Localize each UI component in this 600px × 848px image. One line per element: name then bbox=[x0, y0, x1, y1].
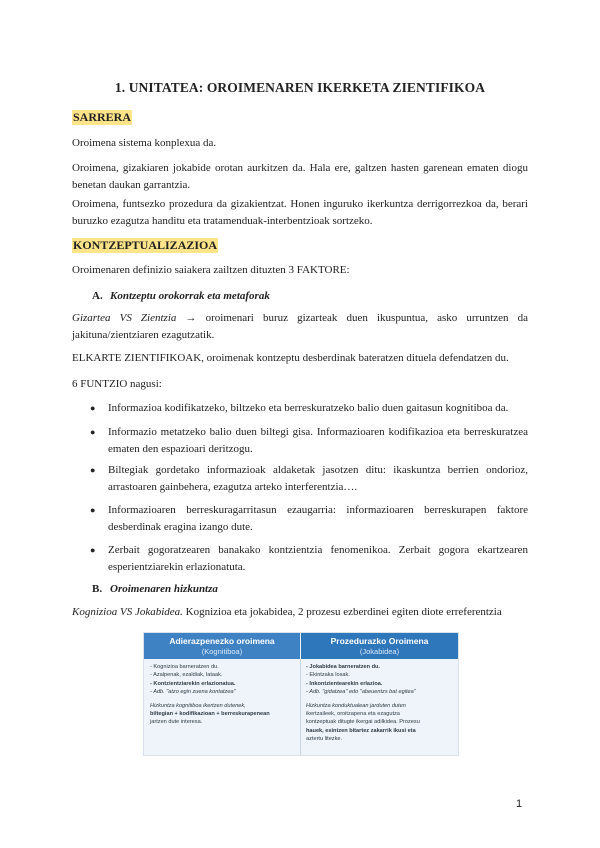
figure-item: - Ekintzaka losak. bbox=[306, 672, 350, 679]
figure-item: - Kontzientziarekin erlazionatua. bbox=[150, 680, 236, 687]
bullet-icon: ● bbox=[90, 403, 96, 413]
figure-note: Hizkuntza konduktualean jarduten duten bbox=[306, 702, 406, 709]
list-item bbox=[90, 502, 528, 536]
figure-header-left bbox=[144, 633, 300, 659]
subsection-letter: A. bbox=[92, 290, 103, 302]
list-item-text: Zerbait gogoratzearen banakako kontzientzia fenomenikoa. Zerbait gogora ekartzearen esperientziarekin erlazionatuta. bbox=[108, 544, 528, 573]
paragraph: Oroimena, gizakiaren jokabide orotan aurkitzen da. Hala ere, galtzen hasten garenean ematen diogu benetan daukan garrantzia. bbox=[72, 162, 528, 191]
paragraph: Oroimenaren definizio saiakera zailtzen dituzten 3 FAKTORE: bbox=[72, 264, 350, 276]
bullet-icon: ● bbox=[90, 545, 96, 555]
paragraph: Oroimena, funtsezko prozedura da gizakientzat. Honen inguruko ikerkuntza derrigorrezkoa da, berari buruzko ezagutza handitu eta tratamenduak-interbentzioak sortzeko. bbox=[72, 198, 528, 227]
italic-term: Kognizioa VS Jokabidea. bbox=[72, 606, 183, 618]
list-item-text: Informazio metatzeko balio duen biltegi gisa. Informazioaren kodifikazioa eta berreskuratzea ematen den espazioari deritzogu. bbox=[108, 426, 528, 455]
paragraph-kognizioa bbox=[72, 604, 528, 621]
section-heading-sarrera: SARRERA bbox=[73, 110, 132, 124]
figure-item: - Adb. "gidatzea" edo "abeuentzs bat egitea" bbox=[306, 689, 416, 696]
list-item-text: Biltegiak gordetako informazioak aldaketak jasotzen ditu: ikaskuntza berrien ondorioz, arrastoaren gainbehera, ezagutza arteko interferentzia…. bbox=[108, 464, 528, 493]
list-item bbox=[90, 424, 528, 458]
figure-header-title: Adierazpenezko oroimena bbox=[169, 636, 275, 646]
figure-note: Hizkuntza kognitiboa ikertzen dutenek, bbox=[150, 702, 246, 709]
section-heading-kontzeptualizazioa: KONTZEPTUALIZAZIOA bbox=[73, 238, 218, 252]
figure-note: biltegian + kodifikazioan + berreskurapenean bbox=[150, 711, 270, 718]
list-item bbox=[90, 400, 528, 417]
subsection-letter: B. bbox=[92, 583, 103, 595]
bullet-icon: ● bbox=[90, 505, 96, 515]
list-item bbox=[90, 542, 528, 576]
subsection-heading-b bbox=[92, 583, 218, 595]
list-item bbox=[90, 462, 528, 496]
paragraph: Oroimena sistema konplexua da. bbox=[72, 137, 217, 149]
paragraph: ELKARTE ZIENTIFIKOAK, oroimenak kontzeptu desberdinak bateratzen dituela defendatzen du. bbox=[72, 352, 509, 364]
figure-item: - Kognizioa barneratzen du. bbox=[150, 664, 219, 670]
figure-divider bbox=[300, 659, 301, 755]
subsection-heading-a bbox=[92, 290, 270, 302]
figure-item: - Azalpenak, ezaldiak, lataak. bbox=[150, 672, 223, 679]
bullet-icon: ● bbox=[90, 427, 96, 437]
figure-item: - Inkontzientearekin erlazioa. bbox=[306, 680, 383, 687]
figure-note: jartzen dute interesa. bbox=[150, 719, 203, 726]
figure-header-right bbox=[301, 633, 458, 659]
figure-note: aztertu litezke. bbox=[306, 736, 343, 743]
figure-note: hauek, esintzen bitartez zakarrik ikusi eta bbox=[306, 727, 416, 734]
italic-term: Gizartea VS Zientzia bbox=[72, 312, 177, 324]
list-item-text: Informazioaren berreskuragarritasun ezaugarria: informazioaren berreskurapen faktore desberdinak eragina izango dute. bbox=[108, 504, 528, 533]
figure-column-right bbox=[306, 663, 452, 744]
figure-note: kontzeptuak ditugte ikergai adilkidea. Prozesu bbox=[306, 719, 420, 726]
figure-item: - Adb. "atzo egin zuena kontatzea" bbox=[150, 689, 236, 696]
list-item-text: Informazioa kodifikatzeko, biltzeko eta berreskuratzeko balio duen gaitasun kognitiboa da. bbox=[108, 402, 509, 414]
comparison-figure bbox=[143, 632, 459, 756]
figure-item: - Jokabidea barneratzen du. bbox=[306, 664, 380, 670]
paragraph-gizartea bbox=[72, 310, 528, 344]
page-title: 1. UNITATEA: OROIMENAREN IKERKETA ZIENTIFIKOA bbox=[114, 80, 486, 95]
page-number: 1 bbox=[516, 798, 523, 810]
paragraph: 6 FUNTZIO nagusi: bbox=[72, 378, 162, 390]
subsection-title: Oroimenaren hizkuntza bbox=[110, 583, 218, 595]
subsection-title: Kontzeptu orokorrak eta metaforak bbox=[110, 290, 270, 302]
figure-column-left bbox=[150, 663, 296, 727]
figure-header-subtitle: (Kognitiboa) bbox=[201, 647, 243, 656]
arrow-icon: → bbox=[185, 312, 197, 324]
figure-header-title: Prozedurazko Oroimena bbox=[330, 636, 429, 646]
paragraph-text: Kognizioa eta jokabidea, 2 prozesu ezberdinei egiten diote erreferentzia bbox=[185, 606, 502, 618]
paragraph-text: oroimenari buruz gizarteak duen ikuspuntua, asko urruntzen da jakituna/zientziaren ezagutzatik. bbox=[72, 312, 529, 341]
figure-note: ikertzaileek, oroitzapena eta ezagutza bbox=[306, 711, 400, 718]
figure-header-subtitle: (Jokabidea) bbox=[359, 647, 400, 656]
bullet-icon: ● bbox=[90, 465, 96, 475]
